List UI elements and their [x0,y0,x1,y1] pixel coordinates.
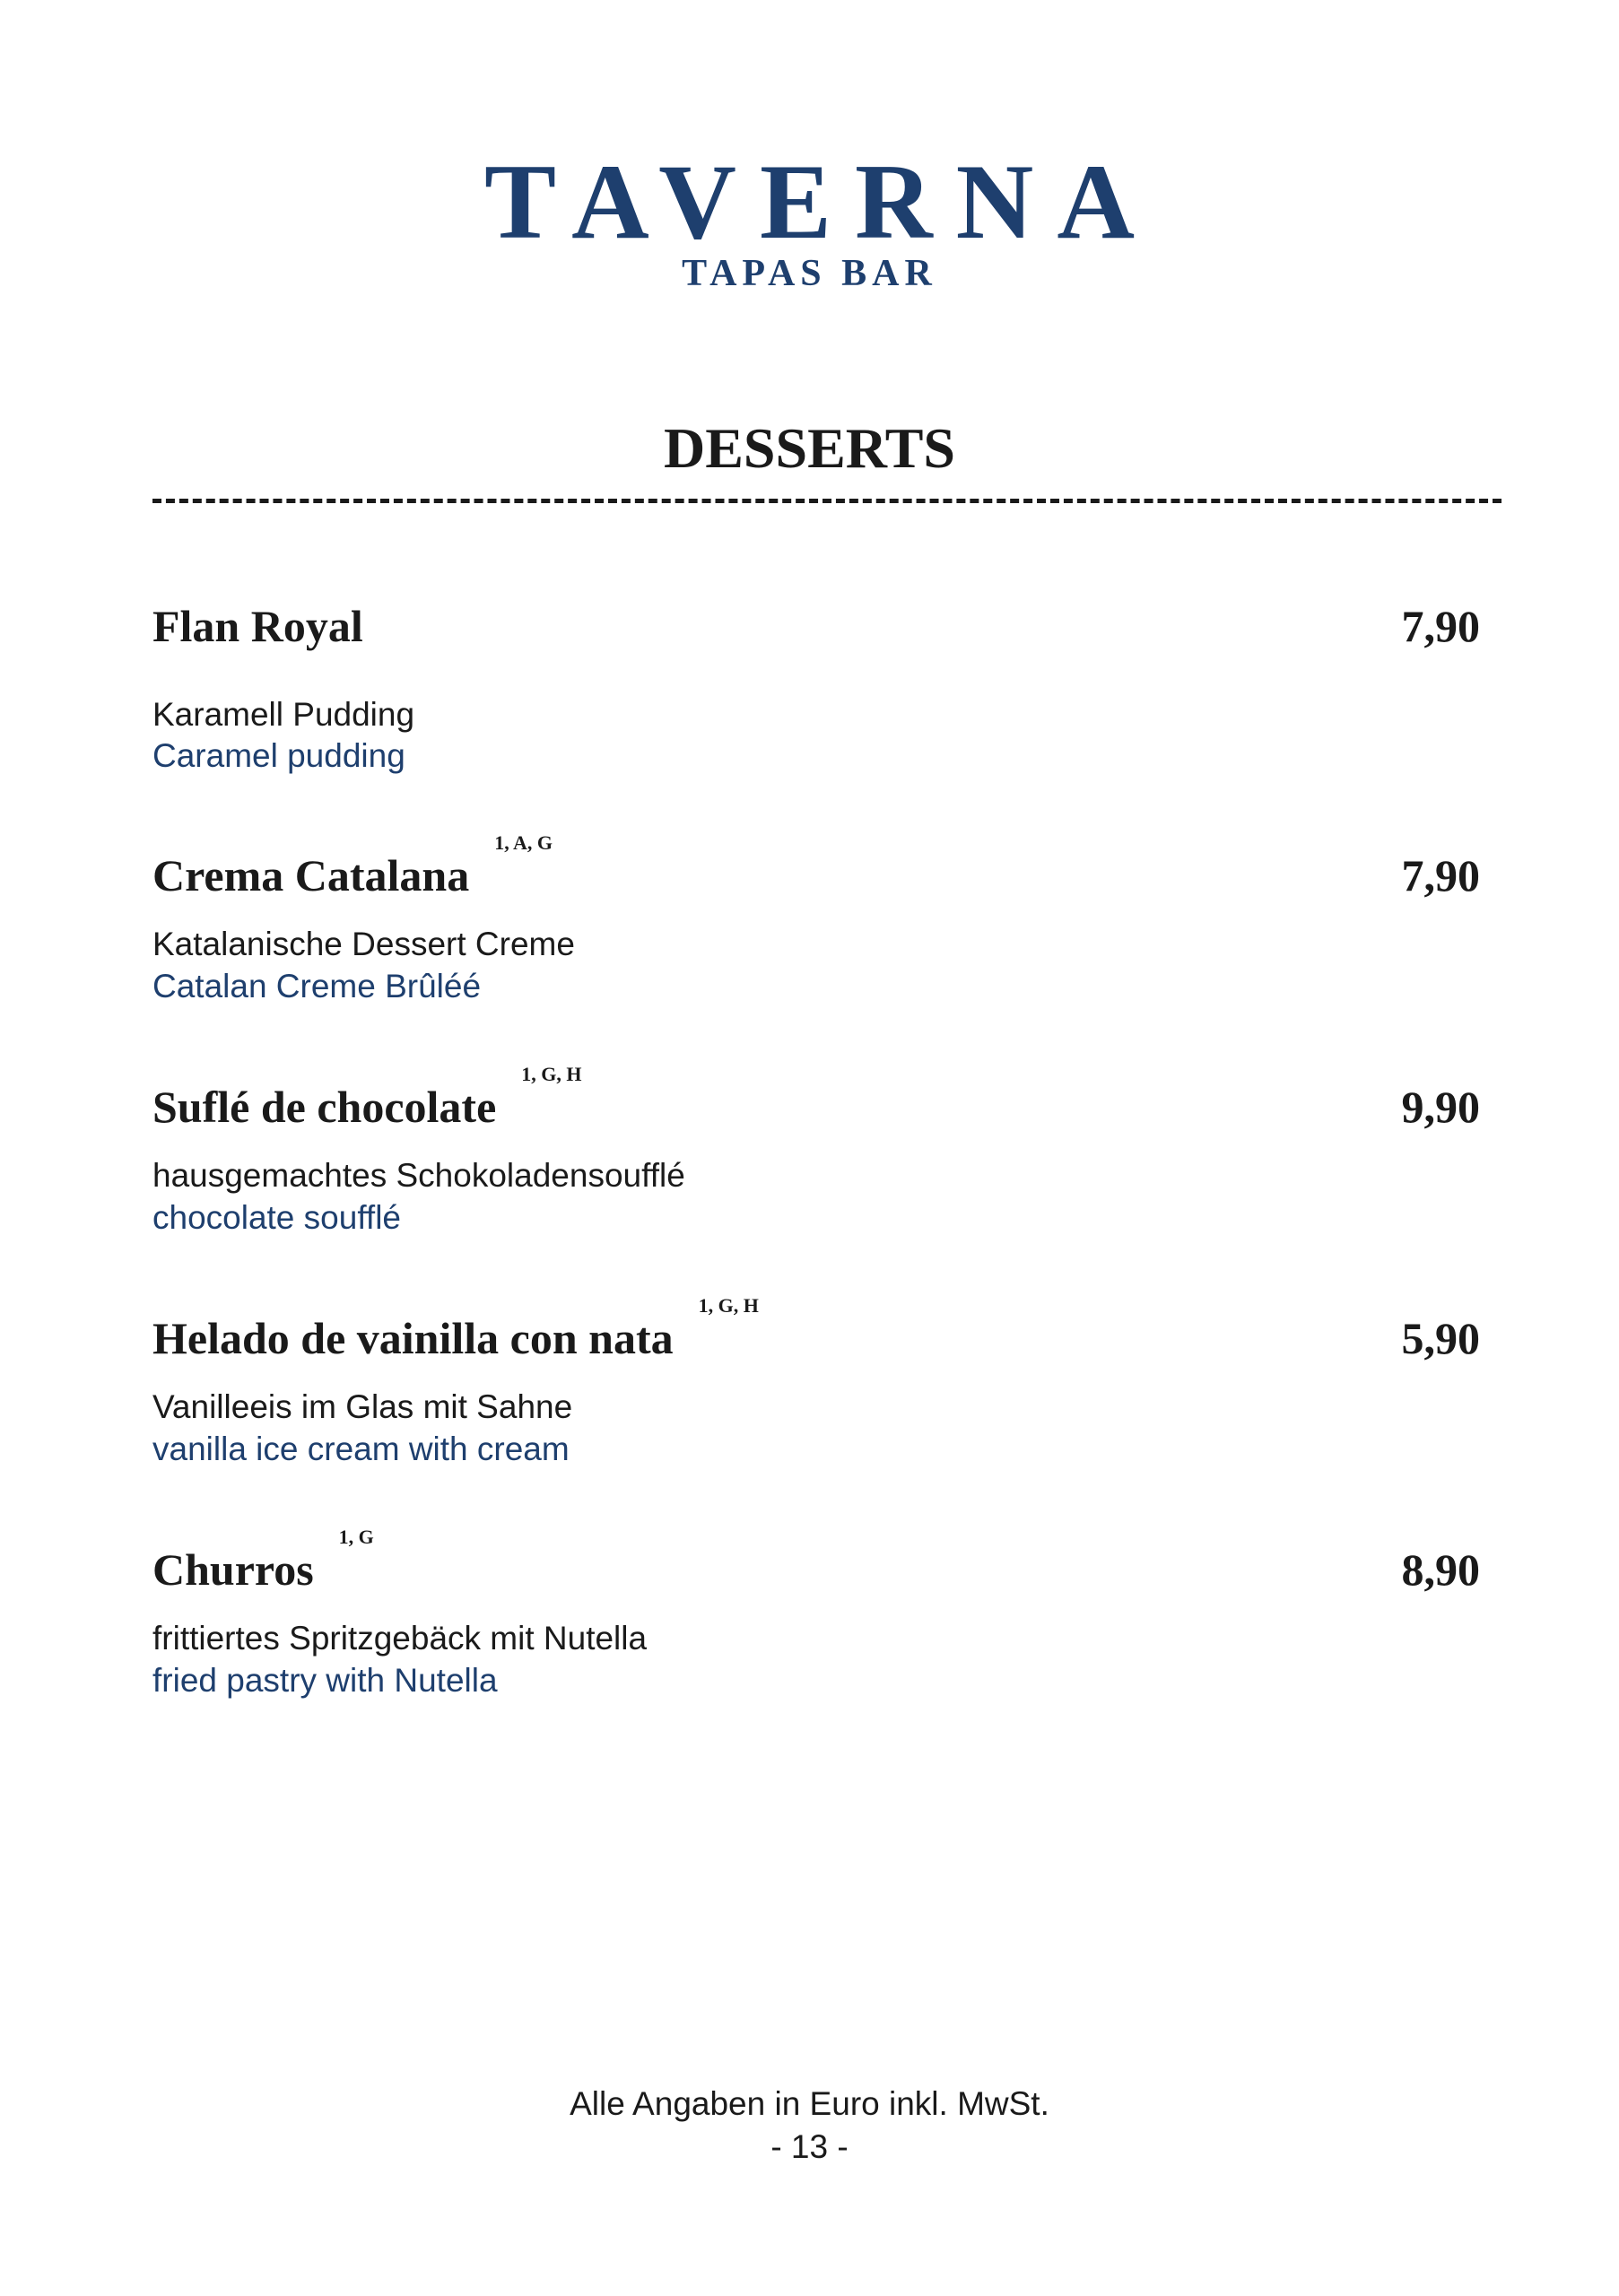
page-number: - 13 - [770,2128,849,2165]
item-description-english: fried pastry with Nutella [152,1662,498,1699]
item-name: Flan Royal [152,601,363,651]
price-note: Alle Angaben in Euro inkl. MwSt. [570,2085,1049,2122]
item-description-german: Katalanische Dessert Creme [152,926,575,962]
item-allergens: 1, A, G [494,831,553,854]
item-description-german: hausgemachtes Schokoladensoufflé [152,1157,685,1194]
item-allergens: 1, G, H [521,1063,582,1085]
item-price: 9,90 [1401,1082,1480,1132]
menu-item-sufle-de-chocolate [152,1063,1480,1268]
section-divider [152,499,1501,503]
item-name: Helado de vainilla con nata [152,1313,674,1363]
menu-item-helado-de-vainilla [152,1294,1480,1500]
page-footer [0,2083,1619,2169]
item-description-english: chocolate soufflé [152,1199,402,1236]
item-name: Suflé de chocolate [152,1082,497,1132]
item-price: 8,90 [1401,1544,1480,1595]
restaurant-logo [0,144,1619,296]
item-description-german: frittiertes Spritzgebäck mit Nutella [152,1620,648,1657]
item-price: 7,90 [1401,601,1480,651]
section-title: DESSERTS [663,416,956,480]
item-allergens: 1, G, H [698,1294,759,1317]
item-description-english: Caramel pudding [152,737,405,774]
menu-item-crema-catalana [152,831,1480,1037]
logo-name: TAVERNA [483,142,1158,261]
item-name: Crema Catalana [152,850,470,900]
item-description-german: Vanilleeis im Glas mit Sahne [152,1388,573,1425]
item-description-german: Karamell Pudding [152,696,415,733]
item-description-english: Catalan Creme Brûléé [152,968,482,1004]
menu-item-churros [152,1526,1480,1731]
item-description-english: vanilla ice cream with cream [152,1431,570,1467]
item-price: 5,90 [1401,1313,1480,1363]
item-price: 7,90 [1401,850,1480,900]
item-name: Churros [152,1544,314,1595]
logo-subtitle: TAPAS BAR [682,253,937,294]
menu-item-flan-royal [152,599,1480,787]
item-allergens: 1, G [338,1526,374,1548]
